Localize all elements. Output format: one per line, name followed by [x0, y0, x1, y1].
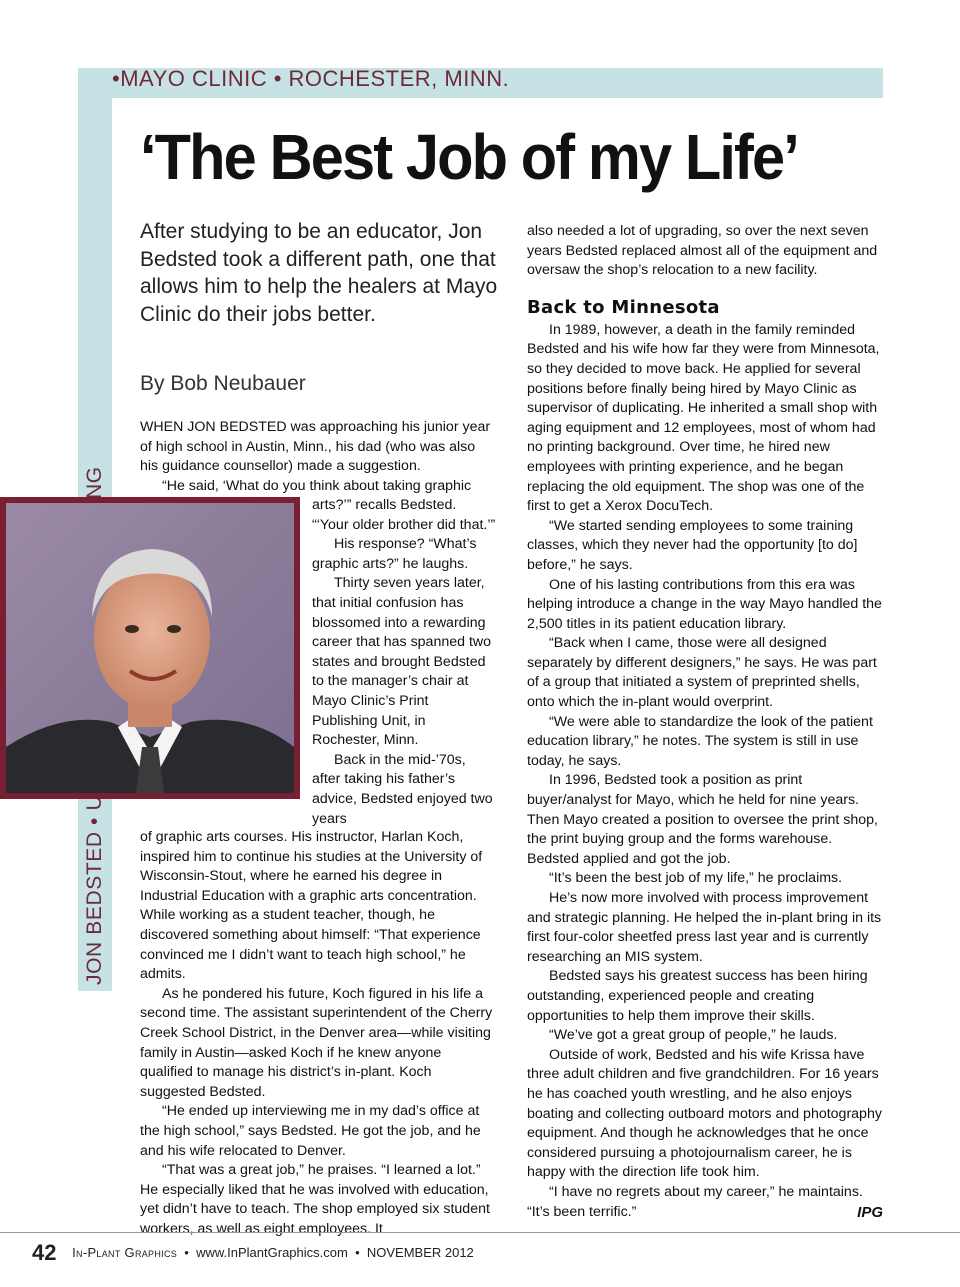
paragraph: Thirty seven years later, that initial confusion has blossomed into a rewarding career that has spanned two states and brought Bedsted to the manager’s chair at Mayo Clinic’s Print Publishing Unit, in Rochester, Minn.: [312, 575, 492, 749]
paragraph: “I have no regrets about my career,” he maintains.: [549, 1183, 863, 1200]
article-deck: After studying to be an educator, Jon Bedsted took a different path, one that allows him to help the healers at Mayo Clinic do their jobs better.: [140, 220, 498, 326]
footer-separator: •: [355, 1245, 360, 1260]
paragraph: of graphic arts courses. His instructor, Harlan Koch, inspired him to continue his studies at the University of Wisconsin-Stout, where he earned his degree in Industrial Education with a graphic arts concentration. While working as a student teacher, though, he discovered something about himself: “That experience convinced me I didn’t want to teach high school,” he admits.: [140, 829, 483, 983]
footer-rule: [0, 1232, 960, 1233]
paragraph: “We started sending employees to some training classes, which they never had the opportunity [to do] before,” he says.: [527, 517, 858, 573]
paragraph: His response? “What’s graphic arts?” he laughs.: [312, 536, 477, 572]
paragraph: arts?’” recalls Bedsted. “‘Your older brother did that.’”: [312, 497, 496, 533]
column-1-bottom: [140, 828, 496, 1239]
section-label: •MAYO CLINIC • ROCHESTER, MINN.: [112, 66, 510, 91]
portrait-photo: [0, 497, 300, 799]
paragraph: “It’s been the best job of my life,” he proclaims.: [549, 870, 843, 887]
column-1-top: [140, 418, 496, 496]
paragraph: He’s now more involved with process improvement and strategic planning. He helped the in-plant bring in its first four-color sheetfed press last year and is currently researching an MIS system.: [527, 890, 882, 965]
ipg-signature: IPG: [857, 1203, 883, 1221]
paragraph: “Back when I came, those were all designed separately by different designers,” he says. He was part of a group that initiated a system of preprinted shells, onto which the in-plant would overprint.: [527, 635, 877, 711]
article-headline: ‘The Best Job of my Life’: [140, 121, 798, 193]
paragraph: “He ended up interviewing me in my dad’s office at the high school,” says Bedsted. He got the job, and he and his wife relocated to Denver.: [140, 1103, 481, 1159]
paragraph: Outside of work, Bedsted and his wife Krissa have three adult children and five grandchildren. For 16 years he has coached youth wrestling, and he also enjoys boating and collecting outboard motors and photography equipment. And though he acknowledges that he once considered pursuing a photojournalism career, he is happy with the direction life took him.: [527, 1046, 882, 1181]
page-number: 42: [32, 1240, 57, 1265]
section-heading: Back to Minnesota: [527, 296, 720, 318]
website-link[interactable]: www.InPlantGraphics.com: [196, 1245, 348, 1260]
paragraph: “That was a great job,” he praises. “I learned a lot.” He especially liked that he was involved with education, yet didn’t have to teach. The shop employed six student workers, as well as eight employees. It: [140, 1162, 490, 1237]
paragraph: In 1996, Bedsted took a position as print buyer/analyst for Mayo, which he held for nine years. Then Mayo created a position to oversee the print shop, the print buying group and the forms warehouse. Bedsted applied and got the job.: [527, 772, 878, 867]
column-2: [527, 222, 883, 1222]
paragraph: “We were able to standardize the look of the patient education library,” he notes. The system is still in use today, he says.: [527, 713, 873, 769]
paragraph: also needed a lot of upgrading, so over the next seven years Bedsted replaced almost all of the equipment and oversaw the shop’s relocation to a new facility.: [527, 223, 878, 279]
closing-quote: “It’s been terrific.”: [527, 1203, 637, 1220]
paragraph: Bedsted says his greatest success has been hiring outstanding, experienced people and creating opportunities to help them improve their skills.: [527, 968, 868, 1024]
issue-date: NOVEMBER 2012: [366, 1245, 474, 1260]
article-byline: By Bob Neubauer: [140, 372, 306, 395]
column-1-wrap: [312, 496, 496, 829]
publication-name: In-Plant Graphics: [72, 1245, 178, 1260]
paragraph: WHEN JON BEDSTED was approaching his junior year of high school in Austin, Minn., his dad (who was also his guidance counsellor) made a suggestion.: [140, 419, 491, 475]
footer-separator: •: [184, 1245, 189, 1260]
portrait-image: [0, 497, 300, 799]
paragraph: As he pondered his future, Koch figured in his life a second time. The assistant superintendent of the Cherry Creek School District, in the Denver area—while visiting family in Austin—asked Koch if he knew anyone qualified to manage his district’s in-plant. Koch suggested Bedsted.: [140, 985, 493, 1100]
closing-line: [527, 1203, 883, 1223]
paragraph: Back in the mid-’70s, after taking his father’s advice, Bedsted enjoyed two years: [312, 751, 493, 827]
paragraph: In 1989, however, a death in the family reminded Bedsted and his wife how far they were from Minnesota, so they decided to move back. He applied for several positions before finally being hired by Mayo Clinic as supervisor of duplicating. He inherited a small shop with aging equipment and 12 employees, most of whom had no printing background. Over time, he hired new employees with printing experience, and he began replacing the old equipment. The shop was one of the first to get a Xerox DocuTech.: [527, 321, 880, 515]
paragraph: “We’ve got a great group of people,” he lauds.: [549, 1027, 838, 1044]
paragraph: “He said, ‘What do you think about taking graphic: [162, 477, 472, 494]
paragraph: One of his lasting contributions from this era was helping introduce a change in the way Mayo handled the 2,500 titles in its patient education library.: [527, 576, 882, 632]
page-footer: [32, 1240, 474, 1266]
